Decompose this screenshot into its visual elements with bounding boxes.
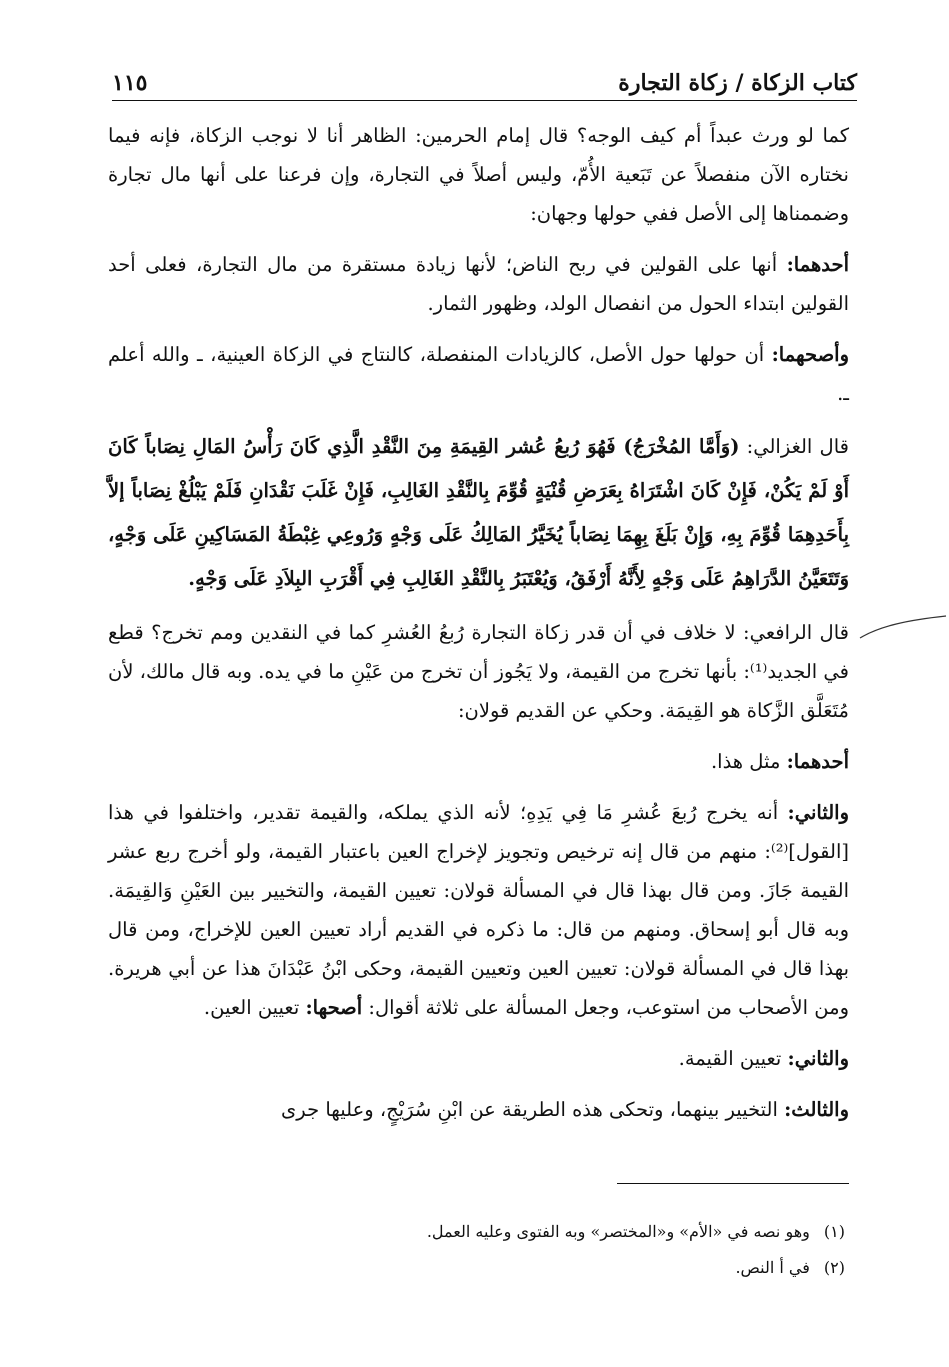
footnote-text: في أ النص. [735, 1258, 810, 1277]
paragraph-text: قال الرافعي: لا خلاف في أن قدر زكاة التجارة رُبعُ العُشرِ كما في النقدين ومم تخرج؟ قطع في الجديد⁽¹⁾: بأنها تخرج من القيمة، ولا يَجُوز أن تخرج من عَيْنِ ما في يده. وبه قال مالك، لأن مُتَعَلَّق الزَّكاة هو القِيمَة. وحكي عن القديم قولان: [108, 621, 849, 722]
ghazali-quote [108, 425, 849, 601]
rafii-paragraph-2 [108, 742, 849, 781]
ghazali-intro: قال الغزالي: [739, 435, 849, 458]
paragraph-text: أنه يخرج رُبعَ عُشرِ مَا فِي يَدِهِ؛ لأنه الذي يملكه، والقيمة تقدير، واختلفوا في هذا [القول]⁽²⁾: منهم من قال إنه ترخيص وتجويز لإخراج العين باعتبار القيمة، ولو أخرج ربع عشر القيمة جَازَ. ومن قال بهذا قال في المسألة قولان: تعيين القيمة، والتخيير بين العَيْنِ وَالقِيمَة. وبه قال أبو إسحاق. ومنهم من قال: ما ذكره في القديم أراد تعيين العين للإخراج، ومن قال بهذا قال في المسألة قولان: تعيين العين وتعيين القيمة، وحكى ابْنُ عَبْدَانَ هذا عن أبي هريرة. ومن الأصحاب من استوعب، وجعل المسألة على ثلاثة أقوال: [108, 801, 849, 1019]
paragraph-label: والثاني: [787, 801, 849, 824]
footnote-number: (٢) [823, 1258, 845, 1277]
footnote-text: وهو نصه في «الأم» و«المختصر» وبه الفتوى وعليه العمل. [426, 1222, 810, 1241]
asahhuma-text: تعيين العين. [203, 996, 306, 1019]
footnote-number: (١) [823, 1222, 845, 1241]
paragraph-text: أنها على القولين في ربح الناض؛ لأنها زيادة مستقرة من مال التجارة، فعلى أحد القولين ابتداء الحول من انفصال الولد، وظهور الثمار. [108, 253, 849, 315]
footnote-1 [108, 1214, 845, 1250]
footnote-divider [617, 1183, 849, 1184]
paragraph-text: تعيين القيمة. [678, 1047, 788, 1070]
paragraph-label: والثالث: [784, 1098, 849, 1121]
paragraph-label: والثاني: [787, 1047, 849, 1070]
paragraph-text: أن حولها حول الأصل، كالزيادات المنفصلة، كالنتاج في الزكاة العينية، ـ والله أعلم ـ. [108, 343, 849, 405]
asahhuma-label: أصحها: [305, 996, 363, 1019]
rafii-paragraph-4 [108, 1039, 849, 1078]
rafii-paragraph-1 [108, 613, 849, 730]
rafii-paragraph-5 [108, 1090, 849, 1129]
paragraph-2 [108, 245, 849, 323]
paragraph-label: أحدهما: [786, 253, 849, 276]
margin-pen-stroke [858, 614, 948, 642]
paragraph-label: وأصحهما: [771, 343, 849, 366]
paragraph-3 [108, 335, 849, 413]
paragraph-text: مثل هذا. [710, 750, 787, 773]
page-number: ١١٥ [112, 70, 148, 96]
ghazali-text: (وَأَمَّا المُخْرَجُ) فَهُوَ رُبعُ عُشر القِيمَةِ مِنَ النَّقْدِ الَّذِي كَانَ رَأْسُ المَالِ نِصَاباً كَانَ أَوْ لَمْ يَكُنْ، فَإِنْ كَانَ اشْتَرَاهُ بِعَرَضِ قُنْيَةٍ قُوِّمَ بِالنَّقْدِ الغَالِبِ، فَإِنْ غَلَبَ نَقْدَانِ فَلَمْ يَبْلُغْ نِصَاباً إلاَّ بِأَحَدِهِمَا قُوِّمَ بِهِ، وَإِنْ بَلَغَ بِهِمَا نِصَاباً يُخَيَّرُ المَالِكُ عَلَى وَجْهٍ وَرُوعِي غِبْطَةُ المَسَاكِينِ عَلَى وَجْهٍ، وَتَتَعَيَّنُ الدَّرَاهِمُ عَلَى وَجْهٍ لِأَنَّهُ أَرْفَقُ، وَيُعْتَبَرُ بِالنَّقْدِ الغَالِبِ فِي أَقْرَبِ البِلاَدِ عَلَى وَجْهٍ. [108, 435, 849, 590]
paragraph-label: أحدهما: [786, 750, 849, 773]
footnote-2 [108, 1250, 845, 1286]
running-header [112, 58, 857, 101]
footnotes [108, 1214, 845, 1286]
paragraph-1 [108, 116, 849, 233]
paragraph-text: التخيير بينهما، وتحكى هذه الطريقة عن ابْنِ سُرَيْجٍ، وعليها جرى [281, 1098, 785, 1121]
main-text [108, 116, 849, 1141]
rafii-paragraph-3 [108, 793, 849, 1027]
paragraph-text: كما لو ورث عبداً أم كيف الوجه؟ قال إمام الحرمين: الظاهر أنا لا نوجب الزكاة، فإنه فيما نختاره الآن منفصلاً عن تَبَعية الأُمّ، وليس أصلاً في التجارة، وإن فرعنا على أنها مال تجارة وضممناها إلى الأصل ففي حولها وجهان: [108, 124, 849, 225]
header-title: كتاب الزكاة / زكاة التجارة [618, 70, 857, 96]
